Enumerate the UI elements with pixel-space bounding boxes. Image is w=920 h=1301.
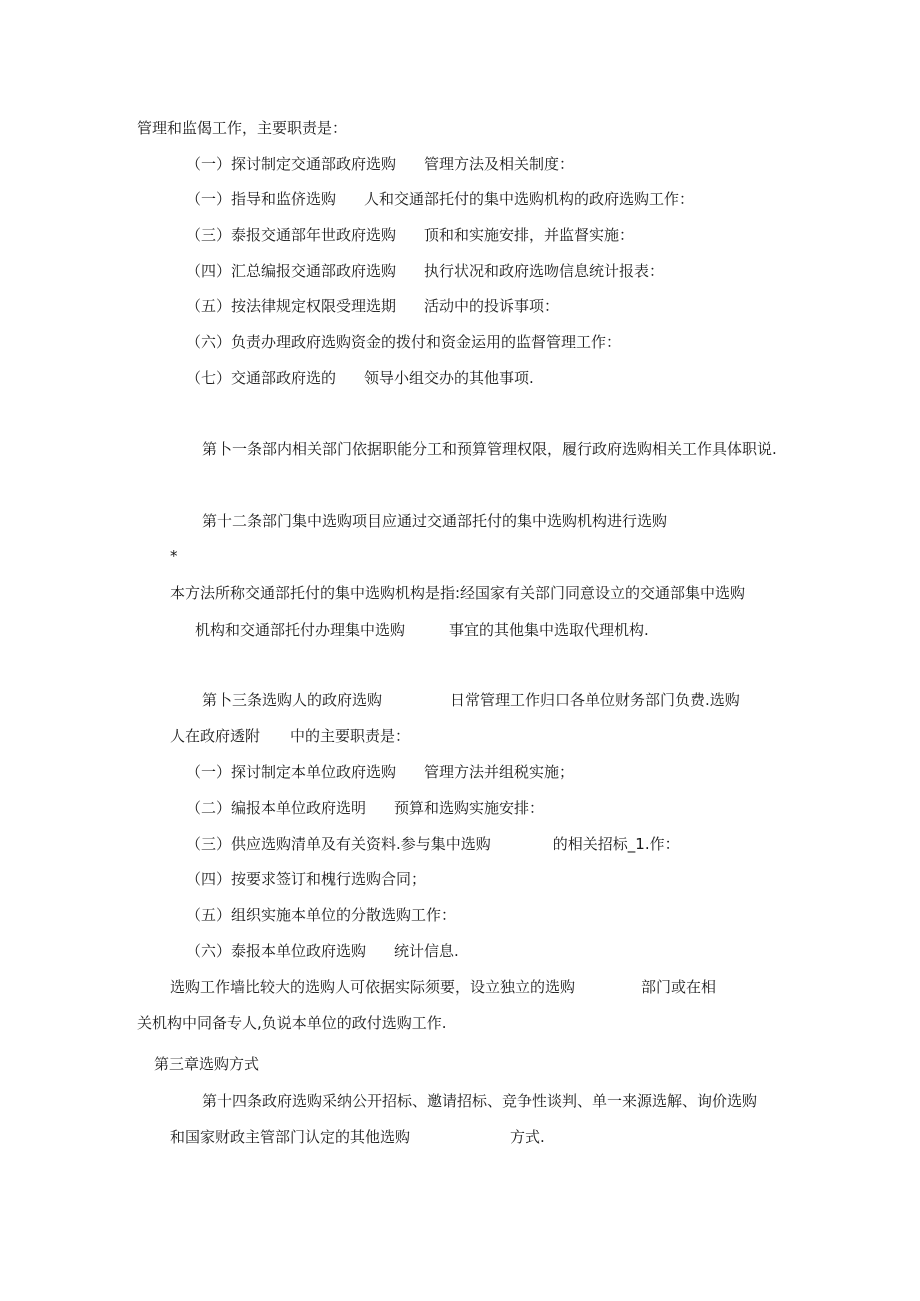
text-line-5: （四）汇总编报交通部政府选购 执行状况和政府选吻信息统计报表： — [186, 262, 665, 280]
text-line-12: 本方法所称交通部托付的集中选购机构是指:经国家有关部门同意设立的交通部集中选购 — [170, 584, 746, 602]
text-line-18: （三）供应选购清单及有关资料.参与集中选购 的相关招标_1.作： — [186, 835, 680, 853]
text-line-6: （五）按法律规定权限受理选期 活动中的投诉事项： — [186, 297, 560, 315]
asterisk-mark: * — [170, 547, 178, 565]
text-line-22: 选购工作墙比较大的选购人可依据实际须要，设立独立的选购 部门或在相 — [170, 978, 717, 996]
text-line-20: （五）组织实施本单位的分散选购工作： — [186, 906, 457, 924]
text-line-26: 和国家财政主管部门认定的其他选购 方式. — [170, 1128, 545, 1146]
text-line-2: （一）探讨制定交通部政府选购 管理方法及相关制度： — [186, 155, 575, 173]
article-11: 第卜一条部内相关部门依据职能分工和预算管理权限，履行政府选购相关工作具体职说. — [202, 440, 777, 458]
text-line-1: 管理和监偈工作，主要职责是： — [137, 119, 348, 137]
text-line-7: （六）负责办理政府选购资金的拨付和资金运用的监督管理工作： — [186, 333, 622, 351]
text-line-21: （六）泰报本单位政府选购 统计信息. — [186, 942, 459, 960]
text-line-15: 人在政府透附 中的主要职责是： — [170, 727, 411, 745]
chapter-3-heading: 第三章选购方式 — [154, 1055, 260, 1073]
text-line-23: 关机构中同备专人,负说本单位的政付选购工作. — [137, 1014, 447, 1032]
article-13: 第卜三条选购人的政府选购 日常管理工作归口各单位财务部门负费.选购 — [202, 691, 740, 709]
text-line-13: 机构和交通部托付办理集中选购 事宜的其他集中选取代理机构. — [195, 621, 649, 639]
text-line-8: （七）交通部政府选的 领导小组交办的其他事项. — [186, 369, 534, 387]
text-line-4: （三）泰报交通部年世政府选购 顶和和实施安排，并监督实施： — [186, 226, 635, 244]
text-line-16: （一）探讨制定本单位政府选购 管理方法并组税实施； — [186, 763, 575, 781]
text-line-3: （一）指导和监侪选购 人和交通部托付的集中选购机构的政府选购工作： — [186, 190, 695, 208]
text-line-19: （四）按要求签订和槐行选购合同； — [186, 870, 427, 888]
article-14: 第十四条政府选购采纳公开招标、邀请招标、竞争性谈判、单一来源选解、询价选购 — [202, 1092, 758, 1110]
article-12: 第十二条部门集中选购项目应通过交通部托付的集中选购机构进行选购 — [202, 512, 668, 530]
text-line-17: （二）编报本单位政府选明 预算和选购实施安排： — [186, 799, 545, 817]
